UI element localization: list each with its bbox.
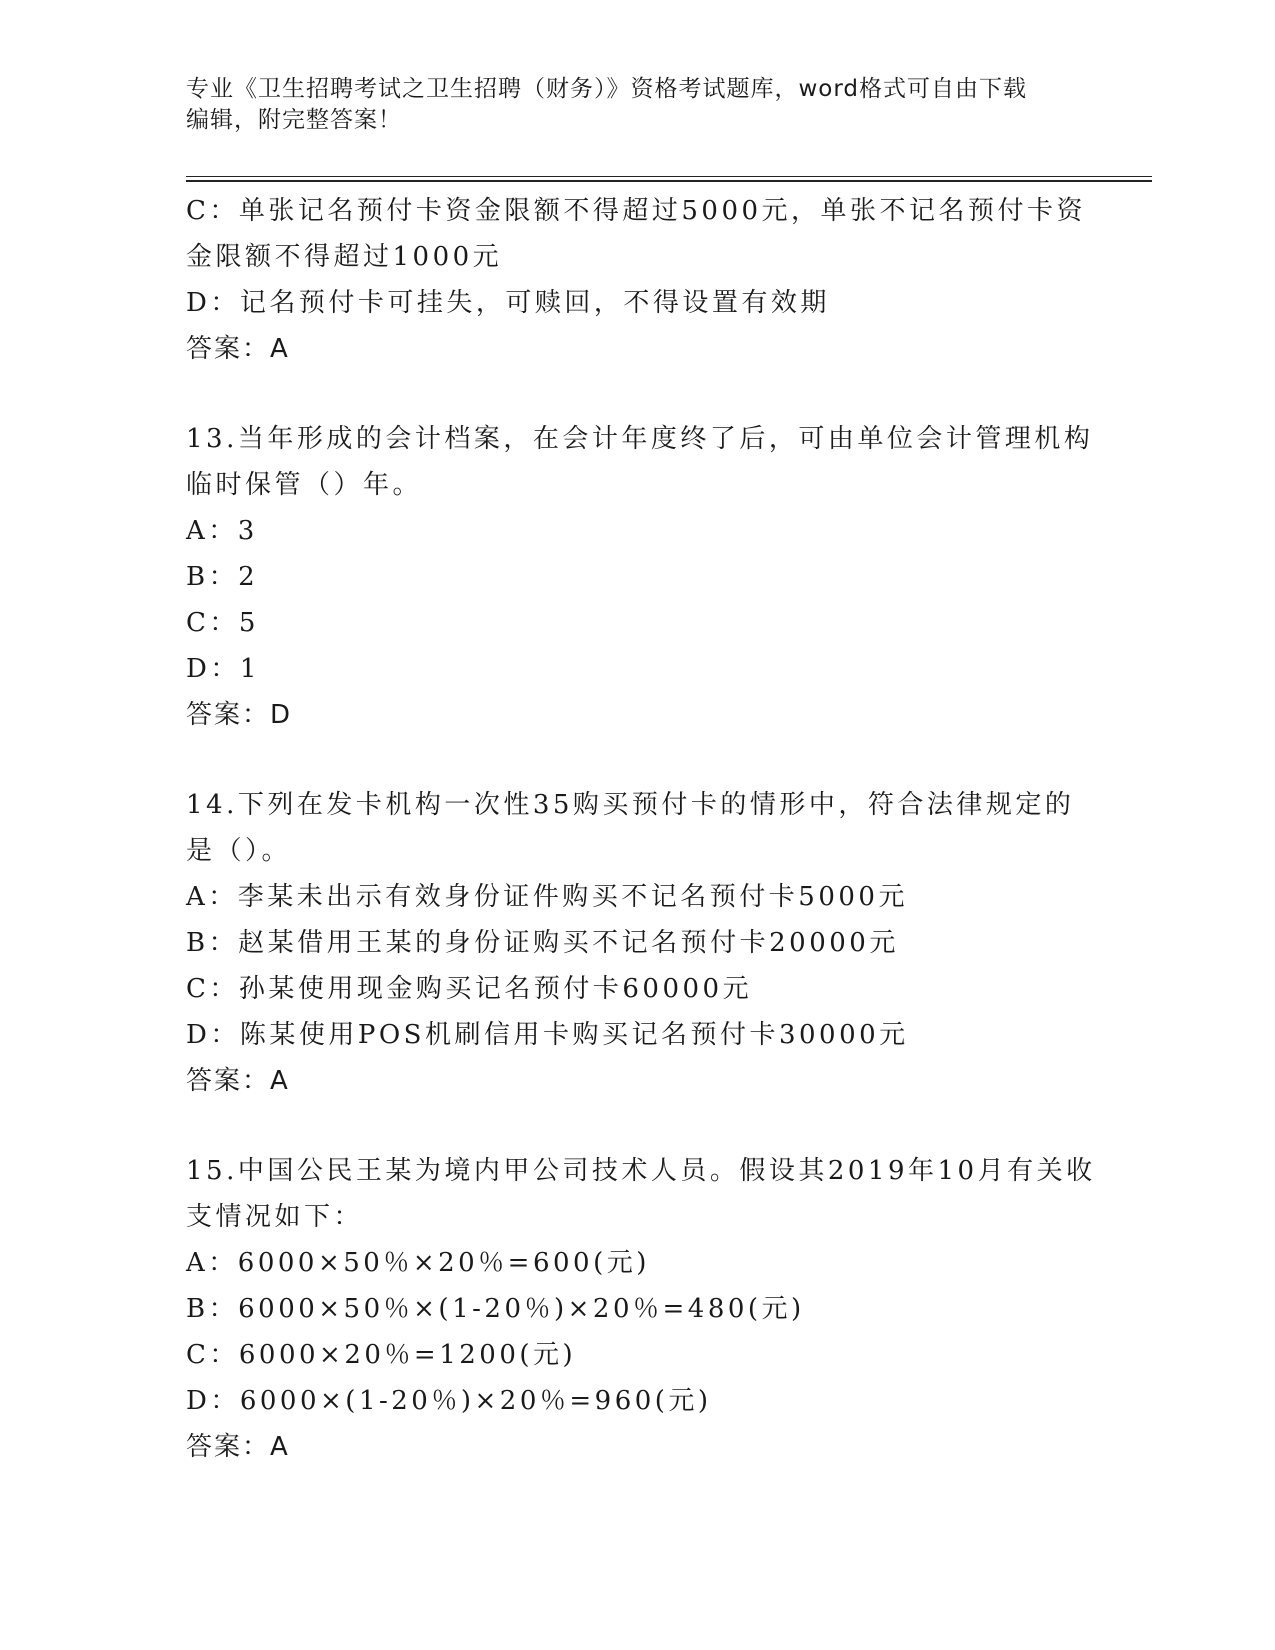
option-c: C：6000×20％=1200(元): [186, 1340, 577, 1370]
option-d: D：记名预付卡可挂失，可赎回，不得设置有效期: [186, 288, 830, 318]
option-a: A：3: [186, 516, 258, 546]
answer-line: 答案：D: [186, 700, 293, 730]
question-stem-line-2: 支情况如下：: [186, 1202, 364, 1232]
option-d: D：陈某使用POS机刷信用卡购买记名预付卡30000元: [186, 1020, 909, 1050]
option-b: B：赵某借用王某的身份证购买不记名预付卡20000元: [186, 928, 899, 958]
question-stem-line-2: 临时保管（）年。: [186, 470, 423, 500]
page-header: [186, 74, 1076, 136]
question-stem-line-1: 13.当年形成的会计档案，在会计年度终了后，可由单位会计管理机构: [186, 424, 1094, 454]
option-c-line-2: 金限额不得超过1000元: [186, 242, 503, 272]
option-c-line-1: C：单张记名预付卡资金限额不得超过5000元，单张不记名预付卡资: [186, 196, 1087, 226]
option-d: D：1: [186, 654, 260, 684]
question-stem-line-1: 15.中国公民王某为境内甲公司技术人员。假设其2019年10月有关收: [186, 1156, 1096, 1186]
option-b: B：6000×50％×(1-20％)×20％=480(元): [186, 1294, 805, 1324]
option-c: C：5: [186, 608, 259, 638]
answer-line: 答案：A: [186, 1066, 290, 1096]
question-stem-line-2: 是（）。: [186, 836, 292, 866]
option-d: D：6000×(1-20％)×20％=960(元): [186, 1386, 712, 1416]
option-b: B：2: [186, 562, 259, 592]
header-line-2: 编辑，附完整答案！: [186, 107, 402, 133]
question-stem-line-1: 14.下列在发卡机构一次性35购买预付卡的情形中，符合法律规定的: [186, 790, 1075, 820]
question-spacer: [186, 1104, 1086, 1148]
question-13: [186, 416, 1094, 738]
question-content: [186, 188, 1096, 1470]
answer-line: 答案：A: [186, 334, 290, 364]
question-15: [186, 1148, 1096, 1470]
question-12: [186, 188, 1086, 372]
header-line-1: 专业《卫生招聘考试之卫生招聘（财务）》资格考试题库，word格式可自由下载: [186, 76, 1028, 102]
header-rule-thin: [186, 176, 1152, 177]
question-spacer: [186, 738, 1086, 782]
option-a: A：李某未出示有效身份证件购买不记名预付卡5000元: [186, 882, 908, 912]
option-c: C：孙某使用现金购买记名预付卡60000元: [186, 974, 753, 1004]
answer-line: 答案：A: [186, 1432, 290, 1462]
question-spacer: [186, 372, 1086, 416]
question-14: [186, 782, 1086, 1104]
option-a: A：6000×50％×20％=600(元): [186, 1248, 650, 1278]
header-rule-thick: [186, 180, 1152, 182]
